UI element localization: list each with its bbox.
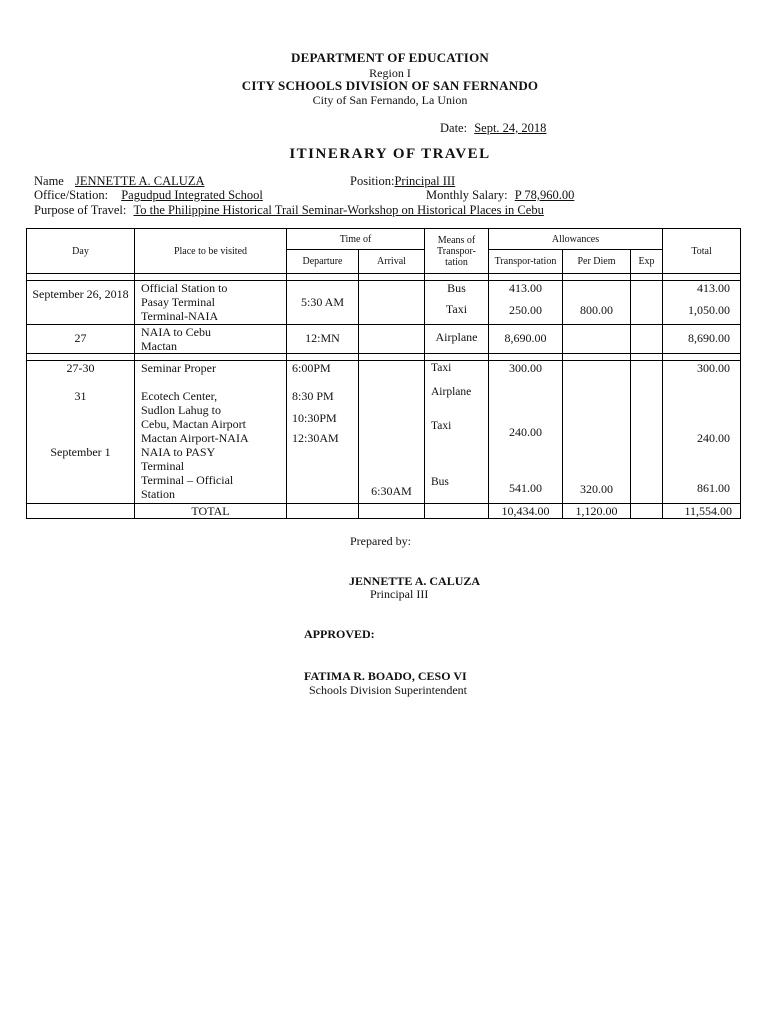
date-label: Date:: [440, 121, 468, 135]
totals-transportation: 10,434.00: [489, 504, 563, 519]
row-total: 8,690.00: [663, 325, 741, 354]
row-means: Bus Taxi: [425, 281, 489, 325]
row-means: Taxi Airplane Taxi Bus: [425, 361, 489, 504]
position-field: [350, 174, 485, 189]
row-arrival: [359, 325, 425, 354]
totals-per-diem: 1,120.00: [563, 504, 631, 519]
row-departure: 12:MN: [287, 325, 359, 354]
row-day: September 26, 2018: [27, 281, 135, 325]
office-label: Office/Station:: [34, 188, 109, 202]
row-per-diem: 320.00: [563, 361, 631, 504]
table-row: [27, 325, 741, 354]
office-value: Pagudpud Integrated School: [121, 188, 263, 202]
row-per-diem: [563, 325, 631, 354]
row-day: 27: [27, 325, 135, 354]
document-title: ITINERARY OF TRAVEL: [289, 146, 491, 162]
row-transportation: 300.00 240.00 541.00: [489, 361, 563, 504]
row-per-diem: 800.00: [563, 281, 631, 325]
name-field: [34, 174, 230, 189]
header-per-diem: Per Diem: [563, 250, 631, 274]
region-heading: Region I: [369, 66, 411, 80]
date-field: [440, 121, 546, 136]
row-arrival: [359, 281, 425, 325]
approver-title: Schools Division Superintendent: [309, 683, 467, 697]
row-exp: [631, 361, 663, 504]
header-transportation: Transpor-tation: [489, 250, 563, 274]
prepared-by-label: Prepared by:: [350, 534, 411, 548]
purpose-field: [34, 203, 544, 218]
row-means: Airplane: [425, 325, 489, 354]
header-arrival: Arrival: [359, 250, 425, 274]
city-heading: City of San Fernando, La Union: [312, 93, 468, 107]
office-field: [34, 188, 387, 203]
row-arrival: 6:30AM: [359, 361, 425, 504]
row-place: NAIA to Cebu Mactan: [135, 325, 287, 354]
position-value: Principal III: [394, 174, 456, 188]
totals-row: [27, 504, 741, 519]
header-exp: Exp: [631, 250, 663, 274]
row-transportation: 413.00 250.00: [489, 281, 563, 325]
row-departure: 5:30 AM: [287, 281, 359, 325]
header-allowances: Allowances: [489, 229, 663, 250]
totals-label: TOTAL: [135, 504, 287, 519]
approver-name: FATIMA R. BOADO, CESO VI: [304, 669, 467, 683]
row-total: 413.00 1,050.00: [663, 281, 741, 325]
header-total: Total: [663, 229, 741, 274]
name-label: Name: [34, 174, 64, 188]
row-exp: [631, 325, 663, 354]
salary-label: Monthly Salary:: [426, 188, 508, 202]
totals-total: 11,554.00: [663, 504, 741, 519]
header-day: Day: [27, 229, 135, 274]
row-exp: [631, 281, 663, 325]
purpose-label: Purpose of Travel:: [34, 203, 127, 217]
approved-label: APPROVED:: [304, 627, 375, 641]
table-row: [27, 361, 741, 504]
row-total: 300.00 240.00 861.00: [663, 361, 741, 504]
header-time-of: Time of: [287, 229, 425, 250]
salary-value: P 78,960.00: [514, 188, 575, 202]
row-transportation: 8,690.00: [489, 325, 563, 354]
itinerary-table: [26, 228, 741, 519]
salary-field: [426, 188, 574, 203]
row-departure: 6:00PM 8:30 PM 10:30PM 12:30AM: [287, 361, 359, 504]
header-means: Means of Transpor-tation: [425, 229, 489, 274]
row-day: 27-30 31 September 1: [27, 361, 135, 504]
preparer-name: JENNETTE A. CALUZA: [349, 574, 481, 588]
department-heading: DEPARTMENT OF EDUCATION: [291, 50, 489, 65]
division-heading: CITY SCHOOLS DIVISION OF SAN FERNANDO: [241, 78, 539, 93]
row-place: Seminar Proper Ecotech Center, Sudlon Lahug to Cebu, Mactan Airport Mactan Airport-NAIA NAIA to PASY Terminal Terminal – Official Station: [135, 361, 287, 504]
row-place: Official Station to Pasay Terminal Terminal-NAIA: [135, 281, 287, 325]
header-place: Place to be visited: [135, 229, 287, 274]
preparer-title: Principal III: [370, 587, 429, 601]
date-value: Sept. 24, 2018: [474, 121, 547, 135]
header-departure: Departure: [287, 250, 359, 274]
table-row: [27, 281, 741, 325]
position-label: Position:: [350, 174, 395, 188]
name-value: JENNETTE A. CALUZA: [74, 174, 205, 188]
purpose-value: To the Philippine Historical Trail Seminar-Workshop on Historical Places in Cebu: [133, 203, 544, 217]
